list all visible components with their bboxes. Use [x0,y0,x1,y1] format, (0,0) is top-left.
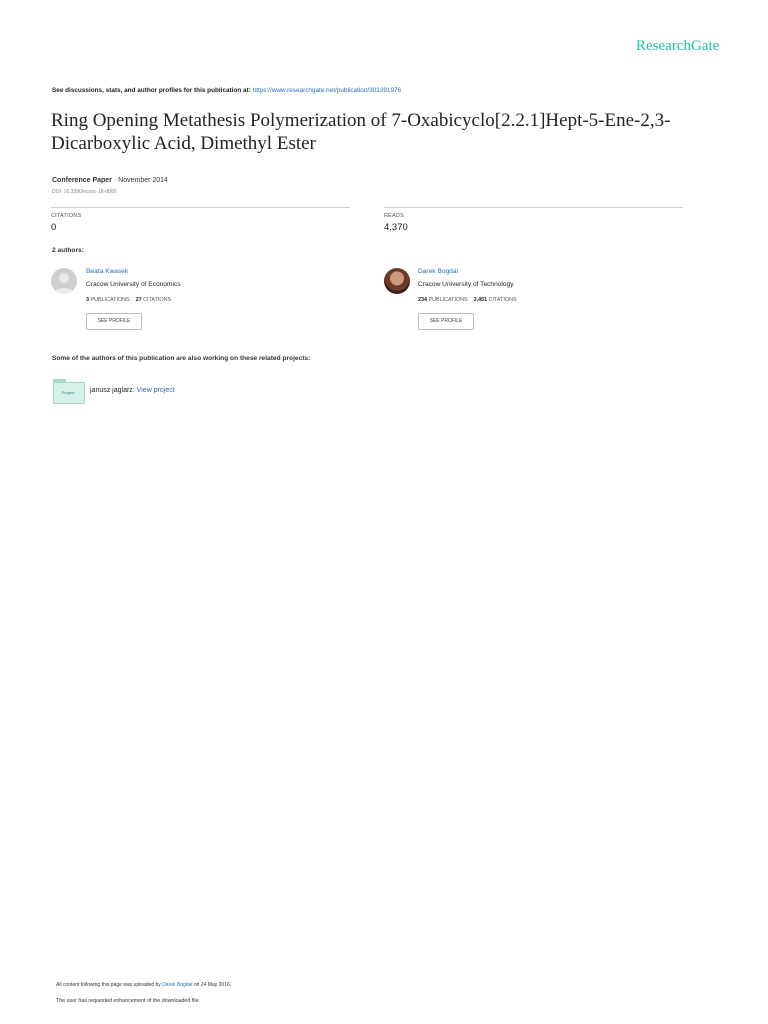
publication-doi: DOI: 10.3390/ecsoc-18-d009 [52,189,117,195]
author-institution: Cracow University of Economics [86,281,181,288]
author-name-link[interactable]: Darek Bogdal [418,268,458,275]
see-profile-button[interactable]: SEE PROFILE [418,313,474,330]
citations-divider [51,207,350,208]
upload-prefix: All content following this page was uploaded by [56,982,161,988]
publications-count: 3 [86,297,89,303]
project-icon-label: Project [61,390,75,395]
citations-count: 27 [135,297,142,303]
researchgate-logo[interactable]: ResearchGate [636,38,720,54]
avatar[interactable] [384,268,410,294]
enhancement-note: The user has requested enhancement of the downloaded file. [56,998,200,1004]
citations-label: CITATIONS [143,297,172,303]
author-name-link[interactable]: Beata Kwasek [86,268,129,275]
citations-label: CITATIONS [488,297,517,303]
see-profile-button[interactable]: SEE PROFILE [86,313,142,330]
author-stats [418,297,517,303]
authors-heading: 2 authors: [52,247,84,254]
avatar[interactable] [51,268,77,294]
publications-count: 234 [418,297,427,303]
publications-label: PUBLICATIONS [90,297,130,303]
citations-value: 0 [51,222,57,233]
discussion-text: See discussions, stats, and author profiles for this publication at: [52,87,251,94]
publication-type: Conference Paper [52,177,112,184]
discussion-line [52,87,401,94]
reads-label: READS [384,213,404,219]
publications-label: PUBLICATIONS [428,297,468,303]
default-user-icon [51,268,77,294]
citations-count: 3,451 [473,297,488,303]
citations-label: CITATIONS [51,213,82,219]
uploader-link[interactable]: Darek Bogdal [162,982,193,988]
reads-divider [384,207,683,208]
publication-meta [52,177,168,184]
author-institution: Cracow University of Technology [418,281,514,288]
reads-value: 4,370 [384,222,408,233]
project-line: janusz jaglarz: View project [90,387,175,394]
publication-date: · November 2014 [111,177,168,184]
author-stats [86,297,171,303]
upload-suffix: on 24 May 2016. [193,982,232,988]
view-project-link[interactable]: View project [136,387,175,394]
project-name: janusz jaglarz [90,387,133,394]
publication-url-link[interactable]: https://www.researchgate.net/publication/301391976 [252,87,402,94]
related-projects-heading: Some of the authors of this publication are also working on these related projects: [52,355,311,362]
upload-note [56,982,231,988]
publication-title: Ring Opening Metathesis Polymerization of 7-Oxabicyclo[2.2.1]Hept-5-Ene-2,3- Dicarboxylic Acid, Dimethyl Ester [51,110,671,154]
